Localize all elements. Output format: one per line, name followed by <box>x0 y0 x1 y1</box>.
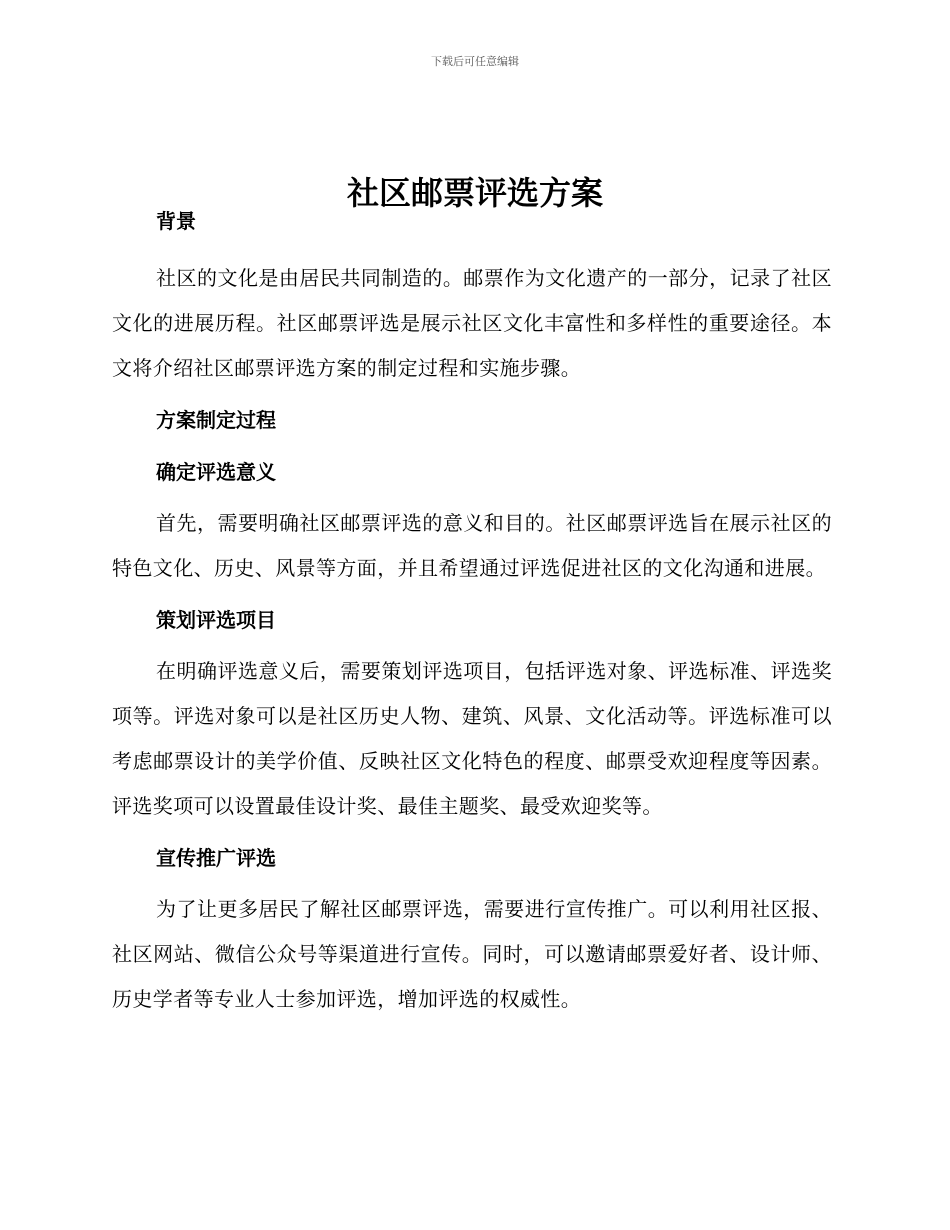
paragraph-background: 社区的文化是由居民共同制造的。邮票作为文化遗产的一部分，记录了社区文化的进展历程。社区邮票评选是展示社区文化丰富性和多样性的重要途径。本文将介绍社区邮票评选方案的制定过程和实施步骤。 <box>112 266 832 380</box>
paragraph-meaning: 首先，需要明确社区邮票评选的意义和目的。社区邮票评选旨在展示社区的特色文化、历史、风景等方面，并且希望通过评选促进社区的文化沟通和进展。 <box>112 511 832 580</box>
header-note: 下载后可任意编辑 <box>431 55 519 68</box>
section-heading-plan: 策划评选项目 <box>156 608 276 632</box>
document-body <box>112 198 832 1022</box>
section-heading-background: 背景 <box>156 209 196 233</box>
paragraph-plan: 在明确评选意义后，需要策划评选项目，包括评选对象、评选标准、评选奖项等。评选对象可以是社区历史人物、建筑、风景、文化活动等。评选标准可以考虑邮票设计的美学价值、反映社区文化特色的程度、邮票受欢迎程度等因素。评选奖项可以设置最佳设计奖、最佳主题奖、最受欢迎奖等。 <box>112 659 832 818</box>
section-heading-meaning: 确定评选意义 <box>156 460 276 484</box>
document-title: 社区邮票评选方案 <box>346 174 603 213</box>
paragraph-promotion: 为了让更多居民了解社区邮票评选，需要进行宣传推广。可以利用社区报、社区网站、微信公众号等渠道进行宣传。同时，可以邀请邮票爱好者、设计师、历史学者等专业人士参加评选，增加评选的权威性。 <box>112 897 832 1011</box>
section-heading-promotion: 宣传推广评选 <box>156 846 276 870</box>
section-heading-process: 方案制定过程 <box>156 408 276 432</box>
